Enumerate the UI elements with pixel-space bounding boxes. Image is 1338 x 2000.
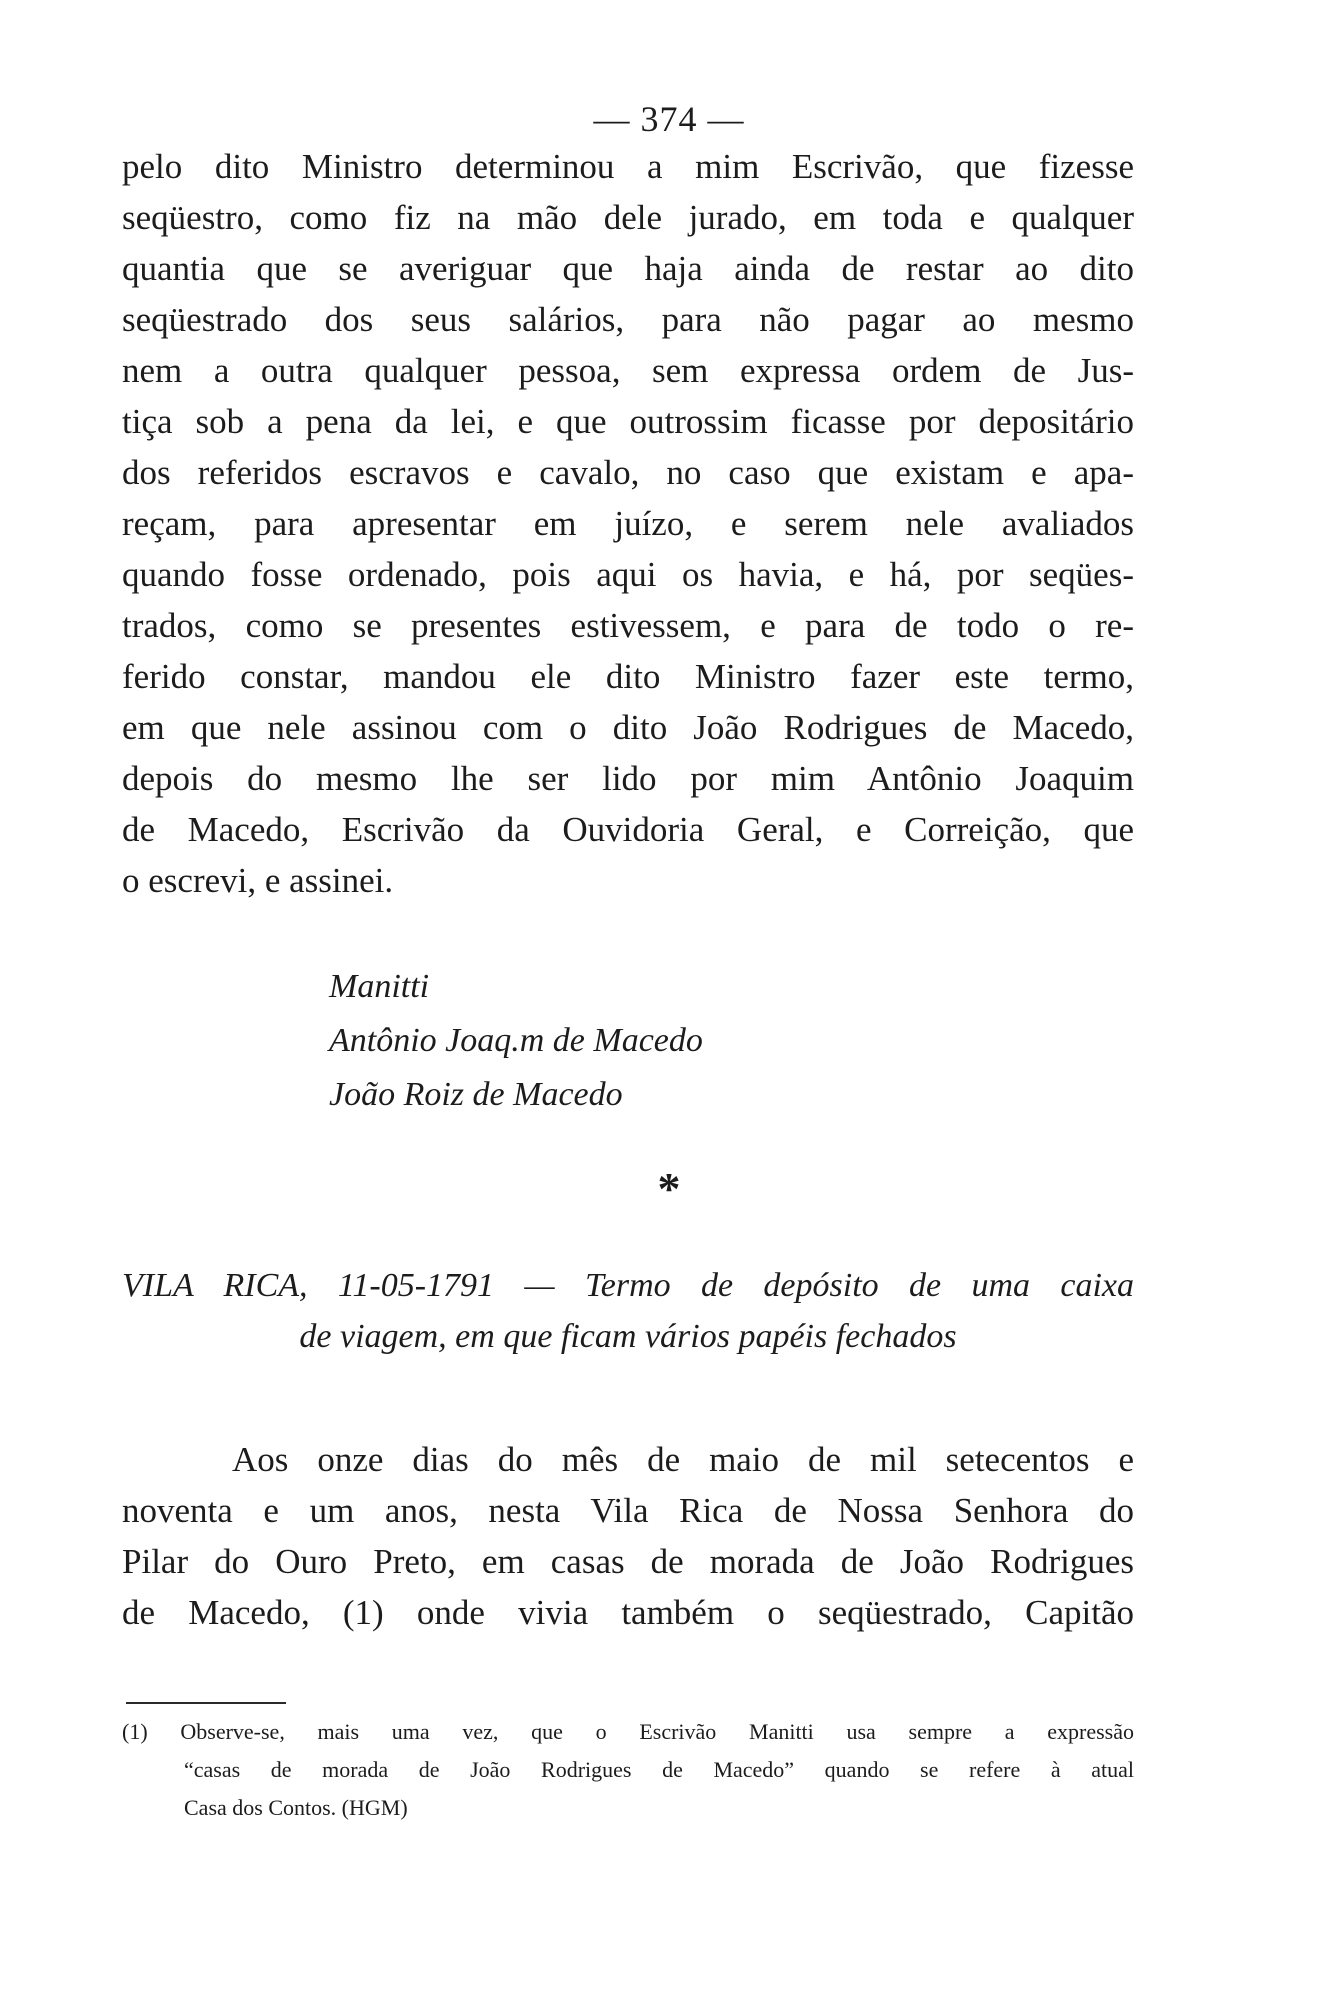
text-line: quantia que se averiguar que haja ainda de restar ao dito <box>122 249 1134 288</box>
text-line: o escrevi, e assinei. <box>122 861 394 900</box>
footnote-line: Casa dos Contos. (HGM) <box>184 1795 408 1820</box>
text-line: de Macedo, Escrivão da Ouvidoria Geral, e Correição, que <box>122 810 1134 849</box>
text-line: em que nele assinou com o dito João Rodrigues de Macedo, <box>122 708 1134 747</box>
signature-block <box>329 960 703 1122</box>
heading-line: VILA RICA, 11-05-1791 — Termo de depósito de uma caixa <box>122 1267 1134 1304</box>
footnote-rule <box>126 1702 286 1704</box>
text-line: dos referidos escravos e cavalo, no caso que existam e apa- <box>122 453 1134 492</box>
document-heading <box>122 1260 1134 1362</box>
text-line: seqüestrado dos seus salários, para não pagar ao mesmo <box>122 300 1134 339</box>
text-line: reçam, para apresentar em juízo, e serem nele avaliados <box>122 504 1134 543</box>
text-line: nem a outra qualquer pessoa, sem expressa ordem de Jus- <box>122 351 1134 390</box>
page-number: — 374 — <box>593 99 745 139</box>
text-line: trados, como se presentes estivessem, e para de todo o re- <box>122 606 1134 645</box>
signature-line: Manitti <box>329 968 430 1005</box>
text-line: ferido constar, mandou ele dito Ministro fazer este termo, <box>122 657 1134 696</box>
heading-line: de viagem, em que ficam vários papéis fechados <box>299 1318 957 1355</box>
body-paragraph-2 <box>122 1434 1134 1638</box>
signature-line: Antônio Joaq.m de Macedo <box>329 1022 703 1059</box>
text-line: seqüestro, como fiz na mão dele jurado, em toda e qualquer <box>122 198 1134 237</box>
signature-line: João Roiz de Macedo <box>329 1076 623 1113</box>
text-line: pelo dito Ministro determinou a mim Escrivão, que fizesse <box>122 147 1134 186</box>
text-line: Pilar do Ouro Preto, em casas de morada de João Rodrigues <box>122 1542 1134 1581</box>
text-line: depois do mesmo lhe ser lido por mim Antônio Joaquim <box>122 759 1134 798</box>
text-line: Aos onze dias do mês de maio de mil setecentos e <box>232 1440 1134 1479</box>
section-separator: * <box>657 1163 681 1214</box>
text-line: noventa e um anos, nesta Vila Rica de Nossa Senhora do <box>122 1491 1134 1530</box>
body-paragraph-1 <box>122 141 1134 906</box>
footnote-line: “casas de morada de João Rodrigues de Macedo” quando se refere à atual <box>184 1757 1134 1782</box>
text-line: quando fosse ordenado, pois aqui os havia, e há, por seqües- <box>122 555 1134 594</box>
footnote <box>122 1713 1134 1827</box>
text-line: de Macedo, (1) onde vivia também o seqüestrado, Capitão <box>122 1593 1134 1632</box>
text-line: tiça sob a pena da lei, e que outrossim ficasse por depositário <box>122 402 1134 441</box>
footnote-line: (1) Observe-se, mais uma vez, que o Escrivão Manitti usa sempre a expressão <box>122 1719 1134 1744</box>
